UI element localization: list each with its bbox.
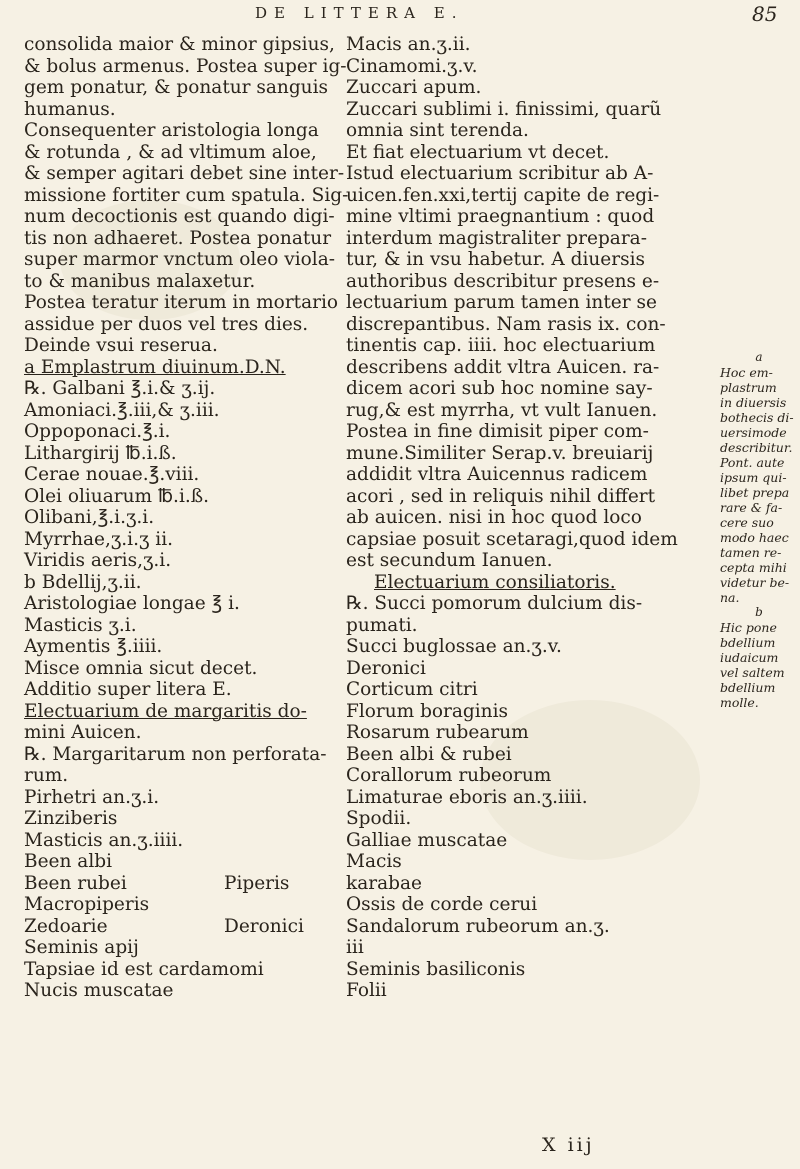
text-line: Et fiat electuarium vt decet.	[346, 141, 610, 163]
text-line: Florum boraginis	[346, 700, 509, 722]
text-line: dicem acori sub hoc nomine say-	[346, 378, 653, 399]
text-line: Galliae muscatae	[346, 829, 508, 851]
text-line: Oppoponaci.℥.i.	[24, 421, 171, 442]
margin-line: in diuersis	[720, 395, 787, 410]
text-line: Zuccari sublimi i. finissimi, quarũ	[346, 98, 662, 120]
text-line: ℞. Galbani ℥.i.& ʒ.ij.	[24, 378, 216, 399]
margin-line: na.	[720, 590, 740, 605]
ingredient: Macropiperis	[24, 894, 150, 915]
ingredient-pair	[24, 873, 344, 895]
text-line: Corticum citri	[346, 679, 478, 700]
text-line: tinentis cap. iiii. hoc electuarium	[346, 335, 656, 356]
text-line: gem ponatur, & ponatur sanguis	[24, 77, 329, 98]
text-line: Folii	[346, 980, 387, 1001]
text-line: Tapsiae id est cardamomi	[24, 958, 264, 980]
text-line: Deinde vsui reserua.	[24, 335, 218, 356]
right-column	[346, 34, 716, 1002]
text-line: Lithargirij ℔.i.ß.	[24, 442, 177, 464]
recipe-heading: Electuarium consiliatoris.	[374, 571, 616, 593]
text-line: ab auicen. nisi in hoc quod loco	[346, 507, 642, 528]
text-line: Cinamomi.ʒ.v.	[346, 55, 478, 77]
text-line: tur, & in vsu habetur. A diuersis	[346, 249, 645, 270]
text-line: mune.Similiter Serap.v. breuiarij	[346, 442, 654, 464]
ingredient-pair	[24, 894, 344, 916]
text-line: describens addit vltra Auicen. ra-	[346, 356, 660, 378]
text-line: assidue per duos vel tres dies.	[24, 313, 309, 335]
margin-line: uersimode	[720, 425, 787, 440]
text-line: Masticis an.ʒ.iiii.	[24, 829, 184, 851]
text-line: Pirhetri an.ʒ.i.	[24, 786, 160, 808]
text-line: Corallorum rubeorum	[346, 765, 552, 786]
text-line: rug,& est myrrha, vt vult Ianuen.	[346, 399, 658, 421]
margin-line: plastrum	[720, 380, 777, 395]
margin-line: cepta mihi	[720, 560, 787, 575]
margin-line: bdellium	[720, 635, 776, 650]
text-line: humanus.	[24, 98, 116, 120]
text-line: karabae	[346, 872, 422, 894]
ingredient: Deronici	[224, 915, 304, 937]
text-line: mini Auicen.	[24, 722, 142, 743]
text-line: Misce omnia sicut decet.	[24, 657, 258, 679]
recipe-heading: a Emplastrum diuinum.D.N.	[24, 356, 286, 378]
text-line: lectuarium parum tamen inter se	[346, 292, 657, 313]
text-line: consolida maior & minor gipsius,	[24, 34, 335, 55]
text-line: capsiae posuit scetaragi,quod idem	[346, 528, 678, 550]
text-line: & semper agitari debet sine inter-	[24, 163, 345, 184]
margin-line: libet prepa	[720, 485, 790, 500]
text-line: Been albi	[24, 851, 112, 872]
note-b-mark: b	[755, 605, 763, 619]
ingredient: Piperis	[224, 872, 290, 894]
text-line: tis non adhaeret. Postea ponatur	[24, 227, 332, 249]
text-line: est secundum Ianuen.	[346, 550, 553, 571]
text-line: interdum magistraliter prepara-	[346, 227, 647, 249]
text-line: & rotunda , & ad vltimum aloe,	[24, 141, 317, 163]
text-line: Cerae nouae.℥.viii.	[24, 464, 200, 485]
text-line: ℞. Margaritarum non perforata-	[24, 743, 327, 765]
text-line: Deronici	[346, 657, 426, 679]
text-line: Nucis muscatae	[24, 980, 174, 1001]
text-line: Macis an.ʒ.ii.	[346, 34, 471, 55]
margin-line: tamen re-	[720, 545, 782, 560]
margin-line: vel saltem	[720, 665, 785, 680]
text-line: Viridis aeris,ʒ.i.	[24, 550, 172, 571]
text-line: omnia sint terenda.	[346, 120, 529, 141]
ingredient: Been rubei	[24, 872, 127, 894]
margin-line: videtur be-	[720, 575, 790, 590]
text-line: Zuccari apum.	[346, 77, 482, 98]
text-line: Rosarum rubearum	[346, 722, 529, 743]
margin-line: molle.	[720, 695, 759, 710]
text-line: addidit vltra Auicennus radicem	[346, 464, 648, 485]
margin-line: modo haec	[720, 530, 789, 545]
text-line: Succi buglossae an.ʒ.v.	[346, 636, 562, 657]
margin-line: iudaicum	[720, 650, 779, 665]
text-line: Consequenter aristologia longa	[24, 120, 319, 141]
text-line: uicen.fen.xxi,tertij capite de regi-	[346, 184, 660, 206]
margin-line: Pont. aute	[720, 455, 785, 470]
text-line: Additio super litera E.	[24, 679, 232, 700]
ingredient-pair	[24, 916, 344, 938]
text-line: Postea in fine dimisit piper com-	[346, 421, 649, 442]
text-line: Aristologiae longae ℥ i.	[24, 593, 240, 614]
text-line: Istud electuarium scribitur ab A-	[346, 163, 654, 184]
text-line: iii	[346, 937, 364, 958]
text-line: b Bdellij,ʒ.ii.	[24, 571, 142, 593]
text-line: Spodii.	[346, 808, 412, 829]
margin-line: Hoc em-	[720, 365, 773, 380]
text-line: acori , sed in reliquis nihil differt	[346, 485, 656, 507]
text-line: Sandalorum rubeorum an.ʒ.	[346, 915, 610, 937]
text-line: Macis	[346, 851, 402, 872]
text-line: Ossis de corde cerui	[346, 894, 538, 915]
text-line: Limaturae eboris an.ʒ.iiii.	[346, 786, 588, 808]
text-line: to & manibus malaxetur.	[24, 270, 256, 292]
left-column	[24, 34, 349, 1002]
text-line: Seminis basiliconis	[346, 958, 526, 980]
note-a-mark: a	[755, 350, 763, 364]
text-line: Been albi & rubei	[346, 743, 512, 765]
text-line: Olibani,℥.i.ʒ.i.	[24, 507, 155, 528]
text-line: missione fortiter cum spatula. Sig-	[24, 184, 349, 206]
text-line: Olei oliuarum ℔.i.ß.	[24, 485, 209, 507]
text-line: ℞. Succi pomorum dulcium dis-	[346, 593, 643, 614]
text-line: Masticis ʒ.i.	[24, 614, 137, 636]
margin-line: bdellium	[720, 680, 776, 695]
recipe-heading: Electuarium de margaritis do-	[24, 700, 307, 722]
page-number: 85	[752, 2, 778, 26]
text-line: pumati.	[346, 614, 418, 636]
margin-line: bothecis di-	[720, 410, 794, 425]
text-line: Zinziberis	[24, 808, 118, 829]
text-line: Amoniaci.℥.iii,& ʒ.iii.	[24, 399, 220, 421]
text-line: Aymentis ℥.iiii.	[24, 636, 163, 657]
text-line: discrepantibus. Nam rasis ix. con-	[346, 313, 666, 335]
margin-notes	[720, 350, 798, 710]
margin-line: cere suo	[720, 515, 774, 530]
signature-mark: X iij	[542, 1134, 595, 1156]
ingredient: Zedoarie	[24, 915, 108, 937]
margin-line: ipsum qui-	[720, 470, 787, 485]
text-line: Myrrhae,ʒ.i.ʒ ii.	[24, 528, 174, 550]
text-line: Seminis apij	[24, 937, 139, 958]
margin-line: rare & fa-	[720, 500, 783, 515]
text-line: super marmor vnctum oleo viola-	[24, 249, 335, 270]
text-line: num decoctionis est quando digi-	[24, 206, 335, 227]
text-line: rum.	[24, 765, 69, 786]
text-line: Postea teratur iterum in mortario	[24, 292, 339, 313]
running-title: DE LITTERA E.	[255, 4, 464, 22]
margin-line: Hic pone	[720, 620, 777, 635]
margin-line: describitur.	[720, 440, 793, 455]
text-line: authoribus describitur presens e-	[346, 270, 660, 292]
text-line: & bolus armenus. Postea super ig-	[24, 55, 347, 77]
text-line: mine vltimi praegnantium : quod	[346, 206, 655, 227]
